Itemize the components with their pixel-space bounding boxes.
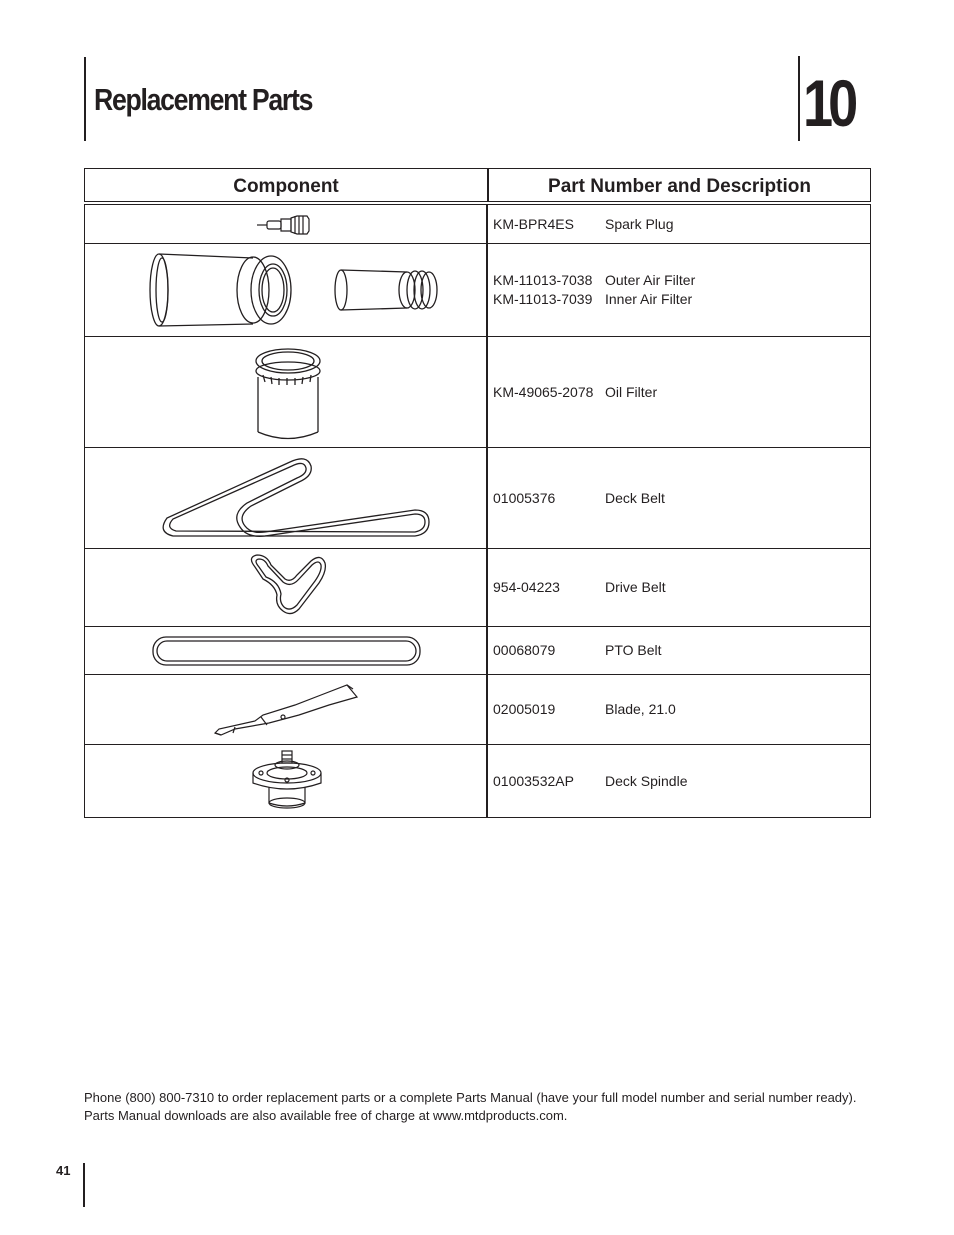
part-info <box>493 205 863 243</box>
component-column-header: Component <box>233 176 339 197</box>
part-description: Spark Plug <box>605 215 674 232</box>
component-cell <box>85 337 486 447</box>
part-line <box>493 383 863 402</box>
component-cell <box>85 244 486 336</box>
part-line <box>493 290 863 309</box>
table-row <box>85 674 870 744</box>
part-description: Drive Belt <box>605 579 666 595</box>
part-number: 01005376 <box>493 489 556 506</box>
column-divider <box>486 337 488 447</box>
drive-belt-icon <box>85 549 486 627</box>
table-row <box>85 626 870 674</box>
deck-spindle-icon <box>85 745 486 818</box>
part-number: KM-11013-7038 <box>493 272 593 288</box>
part-line <box>493 578 863 597</box>
column-divider <box>486 448 488 548</box>
air-filter-icon <box>85 244 486 337</box>
part-line <box>493 271 863 290</box>
header-right-rule <box>798 56 800 141</box>
part-info <box>493 745 863 817</box>
part-number: 00068079 <box>493 642 556 658</box>
part-number: 01003532AP <box>493 772 574 789</box>
deck-belt-icon <box>85 448 486 549</box>
part-info <box>493 675 863 744</box>
column-divider <box>486 627 488 674</box>
column-divider <box>486 549 488 626</box>
parts-table <box>84 168 871 789</box>
part-description: Deck Belt <box>605 489 665 506</box>
table-row <box>85 548 870 626</box>
table-row <box>85 336 870 447</box>
ordering-note-line: Phone (800) 800-7310 to order replacement parts or a complete Parts Manual (have your full model number and serial number ready). <box>84 1090 857 1105</box>
column-divider <box>486 205 488 243</box>
oil-filter-icon <box>85 337 486 448</box>
ordering-note-line: Parts Manual downloads are also available free of charge at www.mtdproducts.com. <box>84 1108 568 1123</box>
component-cell <box>85 745 486 817</box>
table-row <box>85 744 870 817</box>
column-divider <box>486 244 488 336</box>
part-description: Inner Air Filter <box>605 291 693 307</box>
part-info <box>493 549 863 626</box>
part-number: KM-11013-7039 <box>493 291 593 307</box>
spark-plug-icon <box>85 205 486 243</box>
column-divider <box>486 675 488 744</box>
ordering-note <box>84 1089 884 1125</box>
part-info <box>493 244 863 336</box>
part-info <box>493 448 863 548</box>
description-column-header: Part Number and Description <box>548 176 811 197</box>
part-number: KM-BPR4ES <box>493 215 574 232</box>
part-info <box>493 337 863 447</box>
table-row <box>85 447 870 548</box>
part-line <box>493 700 863 719</box>
part-line <box>493 489 863 508</box>
component-cell <box>85 205 486 243</box>
part-line <box>493 772 863 791</box>
part-description: PTO Belt <box>605 642 662 658</box>
pto-belt-icon <box>85 627 486 675</box>
part-line <box>493 215 863 234</box>
table-row <box>85 205 870 243</box>
part-line <box>493 641 863 660</box>
component-cell <box>85 448 486 548</box>
page-number: 41 <box>56 1163 71 1178</box>
table-header <box>84 168 871 202</box>
component-cell <box>85 675 486 744</box>
blade-icon <box>85 675 486 745</box>
part-number: 954-04223 <box>493 579 560 595</box>
component-cell <box>85 627 486 674</box>
chapter-number: 10 <box>803 66 854 140</box>
part-number: 02005019 <box>493 701 556 717</box>
column-divider <box>486 745 488 817</box>
part-info <box>493 627 863 674</box>
part-number: KM-49065-2078 <box>493 383 594 400</box>
table-row <box>85 243 870 336</box>
part-description: Blade, 21.0 <box>605 701 676 717</box>
part-description: Deck Spindle <box>605 772 688 789</box>
part-description: Oil Filter <box>605 383 658 400</box>
footer-rule <box>83 1163 85 1207</box>
component-cell <box>85 549 486 626</box>
table-body <box>84 204 871 818</box>
header-left-rule <box>84 57 86 141</box>
page-title: Replacement Parts <box>94 82 313 117</box>
part-description: Outer Air Filter <box>605 272 696 288</box>
